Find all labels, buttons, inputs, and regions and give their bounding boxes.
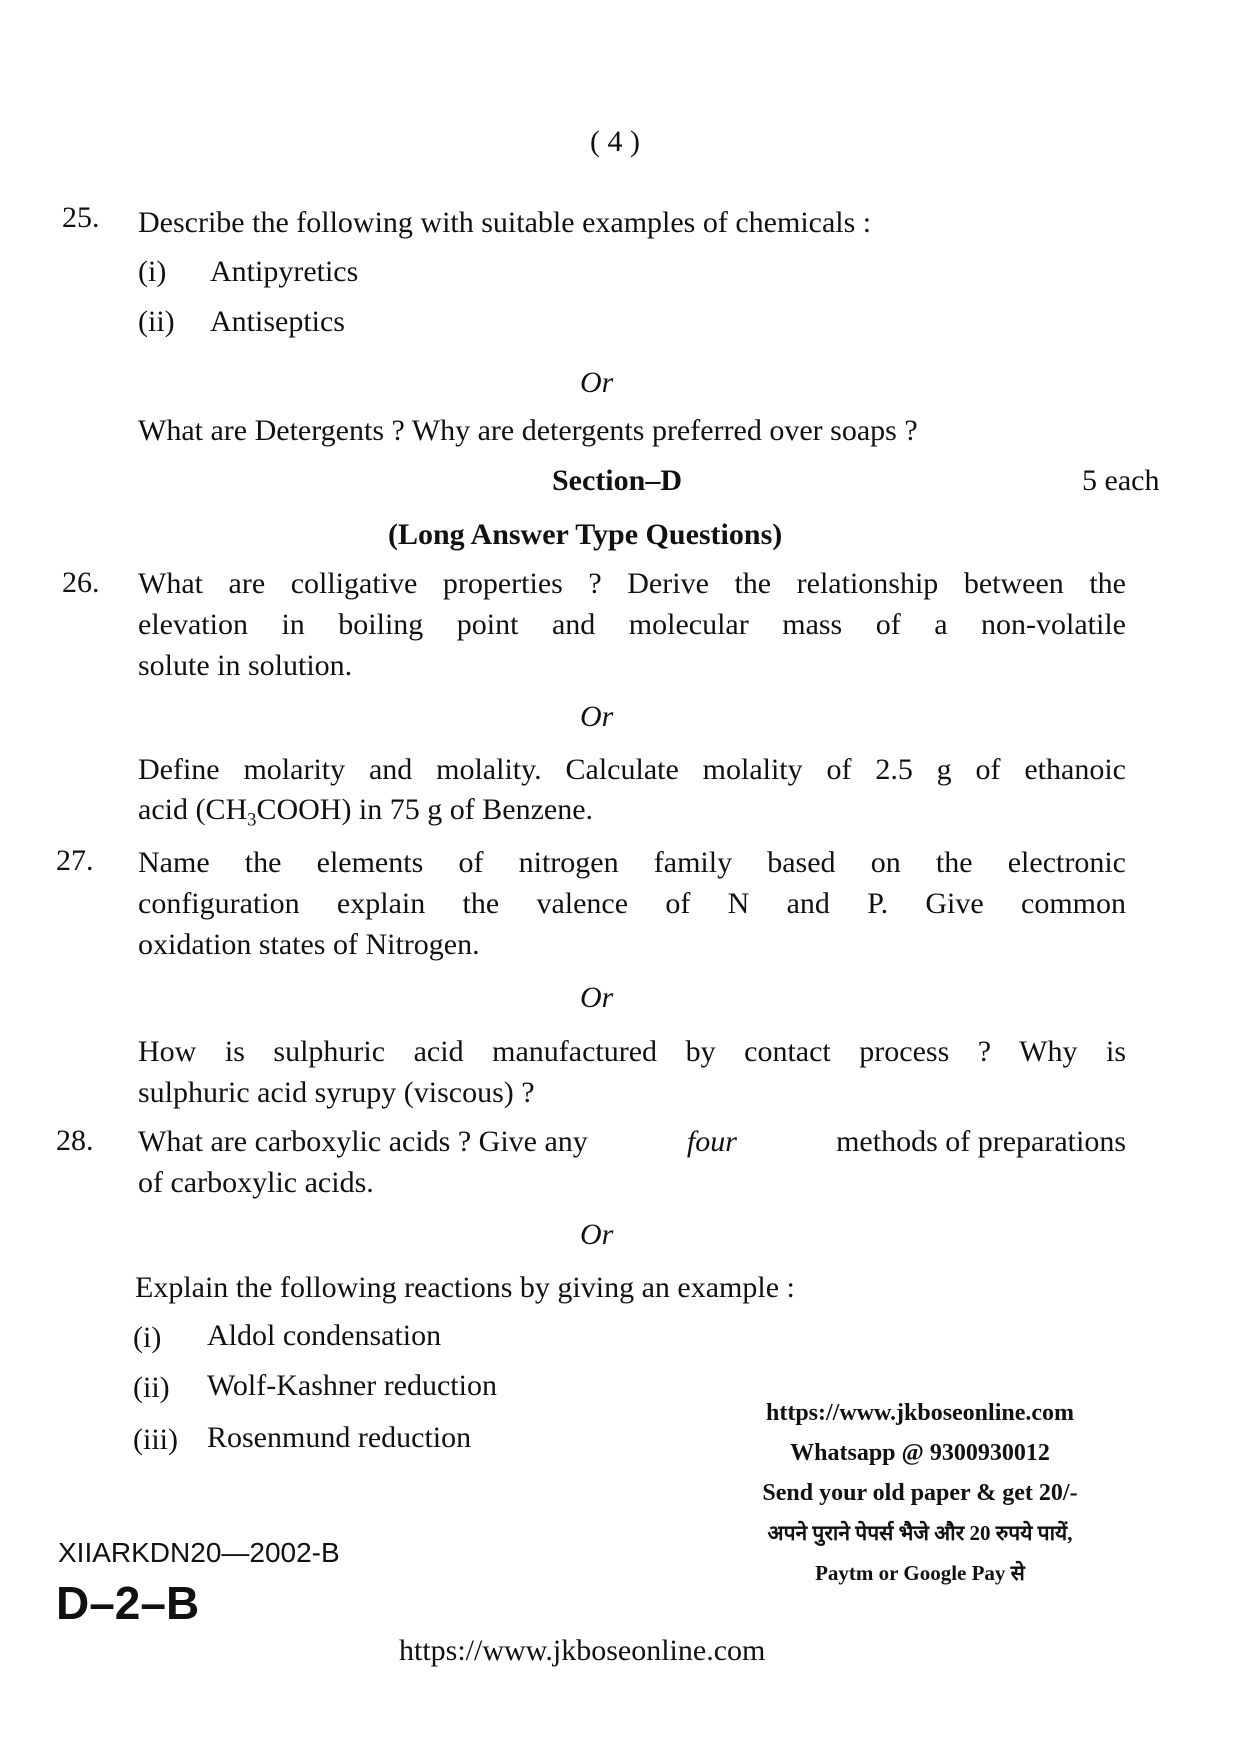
list-item-label: (ii) (138, 305, 175, 338)
paper-code: XIIARKDN20—2002-B (58, 1537, 340, 1568)
alternative-question-line (138, 790, 593, 830)
question-text-part: methods of preparations (836, 1125, 1126, 1158)
question-number: 28. (56, 1124, 94, 1157)
alternative-question-line: How is sulphuric acid manufactured by contact process ? Why is (138, 1035, 1126, 1068)
list-item-label: (i) (138, 255, 167, 288)
or-separator: Or (580, 700, 614, 733)
section-marks: 5 each (1082, 464, 1160, 497)
question-text-line: of carboxylic acids. (138, 1166, 374, 1199)
promo-hindi: अपने पुराने पेपर्स भैजे और 20 रुपये पायें, (767, 1521, 1073, 1545)
promo-payment: Paytm or Google Pay से (815, 1561, 1025, 1585)
series-code: D–2–B (56, 1577, 200, 1629)
question-number: 27. (56, 844, 94, 877)
question-text-line: oxidation states of Nitrogen. (138, 928, 480, 961)
promo-url[interactable]: https://www.jkboseonline.com (765, 1400, 1075, 1426)
or-separator: Or (580, 1218, 614, 1251)
list-item-label: (i) (133, 1321, 162, 1354)
question-number: 26. (62, 566, 100, 599)
promo-whatsapp: Whatsapp @ 9300930012 (790, 1440, 1050, 1466)
page-number: ( 4 ) (590, 125, 640, 158)
or-separator: Or (580, 366, 614, 399)
section-title: Section–D (552, 464, 682, 497)
formula-part: acid (CH (138, 793, 248, 826)
list-item-label: (ii) (133, 1371, 170, 1404)
question-text-line: elevation in boiling point and molecular mass of a non-volatile (138, 608, 1126, 641)
footer-url[interactable]: https://www.jkboseonline.com (399, 1634, 766, 1667)
question-text-part: What are carboxylic acids ? Give any (138, 1125, 588, 1158)
section-subtitle: (Long Answer Type Questions) (388, 518, 783, 551)
alternative-question: What are Detergents ? Why are detergents preferred over soaps ? (138, 414, 918, 447)
promo-offer: Send your old paper & get 20/- (762, 1480, 1078, 1506)
list-item-text: Wolf-Kashner reduction (207, 1369, 497, 1402)
or-separator: Or (580, 981, 614, 1014)
list-item-text: Rosenmund reduction (207, 1421, 472, 1454)
promo-block (690, 1393, 1150, 1593)
question-text-line: What are colligative properties ? Derive the relationship between the (138, 567, 1126, 600)
question-text-line: configuration explain the valence of N and P. Give common (138, 887, 1126, 920)
question-text-line: Name the elements of nitrogen family based on the electronic (138, 846, 1126, 879)
list-item-text: Aldol condensation (207, 1319, 442, 1352)
alternative-question-line: sulphuric acid syrupy (viscous) ? (138, 1076, 535, 1109)
question-text-line (138, 1122, 1126, 1162)
formula-part: COOH) in 75 g of Benzene. (256, 793, 594, 826)
alternative-question-line: Define molarity and molality. Calculate molality of 2.5 g of ethanoic (138, 753, 1126, 786)
list-item-label: (iii) (133, 1423, 178, 1456)
alternative-question: Explain the following reactions by giving an example : (135, 1271, 795, 1304)
formula-subscript: 3 (247, 809, 257, 831)
list-item-text: Antipyretics (210, 255, 359, 288)
question-text: Describe the following with suitable examples of chemicals : (138, 206, 872, 239)
question-text-line: solute in solution. (138, 649, 353, 682)
emphasis-text: four (686, 1125, 737, 1158)
list-item-text: Antiseptics (210, 305, 345, 338)
question-number: 25. (62, 201, 100, 234)
